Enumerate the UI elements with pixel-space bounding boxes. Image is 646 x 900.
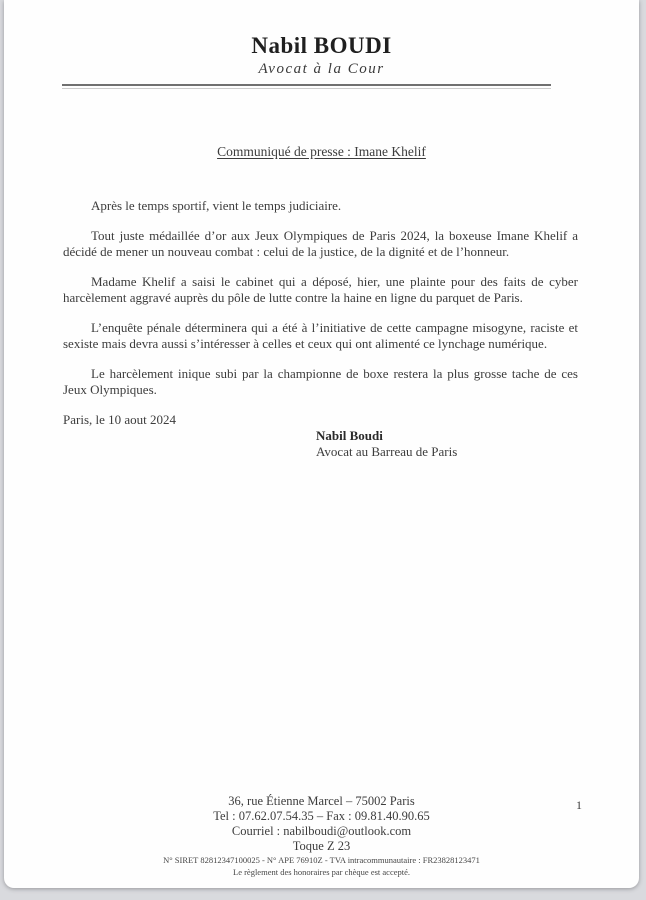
footer-email: Courriel : nabilboudi@outlook.com xyxy=(231,824,412,838)
page-number: 1 xyxy=(576,798,582,812)
letter-body xyxy=(63,198,578,398)
signature-role: Avocat au Barreau de Paris xyxy=(316,444,458,459)
footer-toque: Toque Z 23 xyxy=(292,839,351,853)
signature-block xyxy=(316,428,639,460)
paragraph-3: Madame Khelif a saisi le cabinet qui a déposé, hier, une plainte pour des faits de cyber harcèlement aggravé auprès du pôle de lutte contre la haine en ligne du parquet de Paris. xyxy=(63,274,578,305)
paragraph-1: Après le temps sportif, vient le temps judiciaire. xyxy=(91,198,342,213)
footer-tel-fax: Tel : 07.62.07.54.35 – Fax : 09.81.40.90.65 xyxy=(213,809,430,823)
letterhead-divider xyxy=(62,84,551,89)
footer-legal-siret: N° SIRET 82812347100025 - N° APE 76910Z - TVA intracommunautaire : FR23828123471 xyxy=(163,855,480,865)
letterhead-subtitle: Avocat à la Cour xyxy=(258,61,385,77)
footer-legal-payment: Le règlement des honoraires par chèque est accepté. xyxy=(233,867,410,877)
press-release-title: Communiqué de presse : Imane Khelif xyxy=(217,144,426,159)
footer-address: 36, rue Étienne Marcel – 75002 Paris xyxy=(228,794,415,808)
letterhead-footer xyxy=(4,794,639,878)
paragraph-4: L’enquête pénale déterminera qui a été à l’initiative de cette campagne misogyne, raciste et sexiste mais devra aussi s’intéresser à celles et ceux qui ont alimenté ce lynchage numérique. xyxy=(63,320,578,351)
paragraph-2: Tout juste médaillée d’or aux Jeux Olympiques de Paris 2024, la boxeuse Imane Khelif a décidé de mener un nouveau combat : celui de la justice, de la dignité et de l’honneur. xyxy=(63,228,578,259)
paragraph-5: Le harcèlement inique subi par la championne de boxe restera la plus grosse tache de ces Jeux Olympiques. xyxy=(63,366,578,397)
letterhead-name: Nabil BOUDI xyxy=(251,33,392,58)
signature-name: Nabil Boudi xyxy=(316,428,383,443)
date-line: Paris, le 10 aout 2024 xyxy=(63,412,177,427)
document-page xyxy=(4,0,639,888)
